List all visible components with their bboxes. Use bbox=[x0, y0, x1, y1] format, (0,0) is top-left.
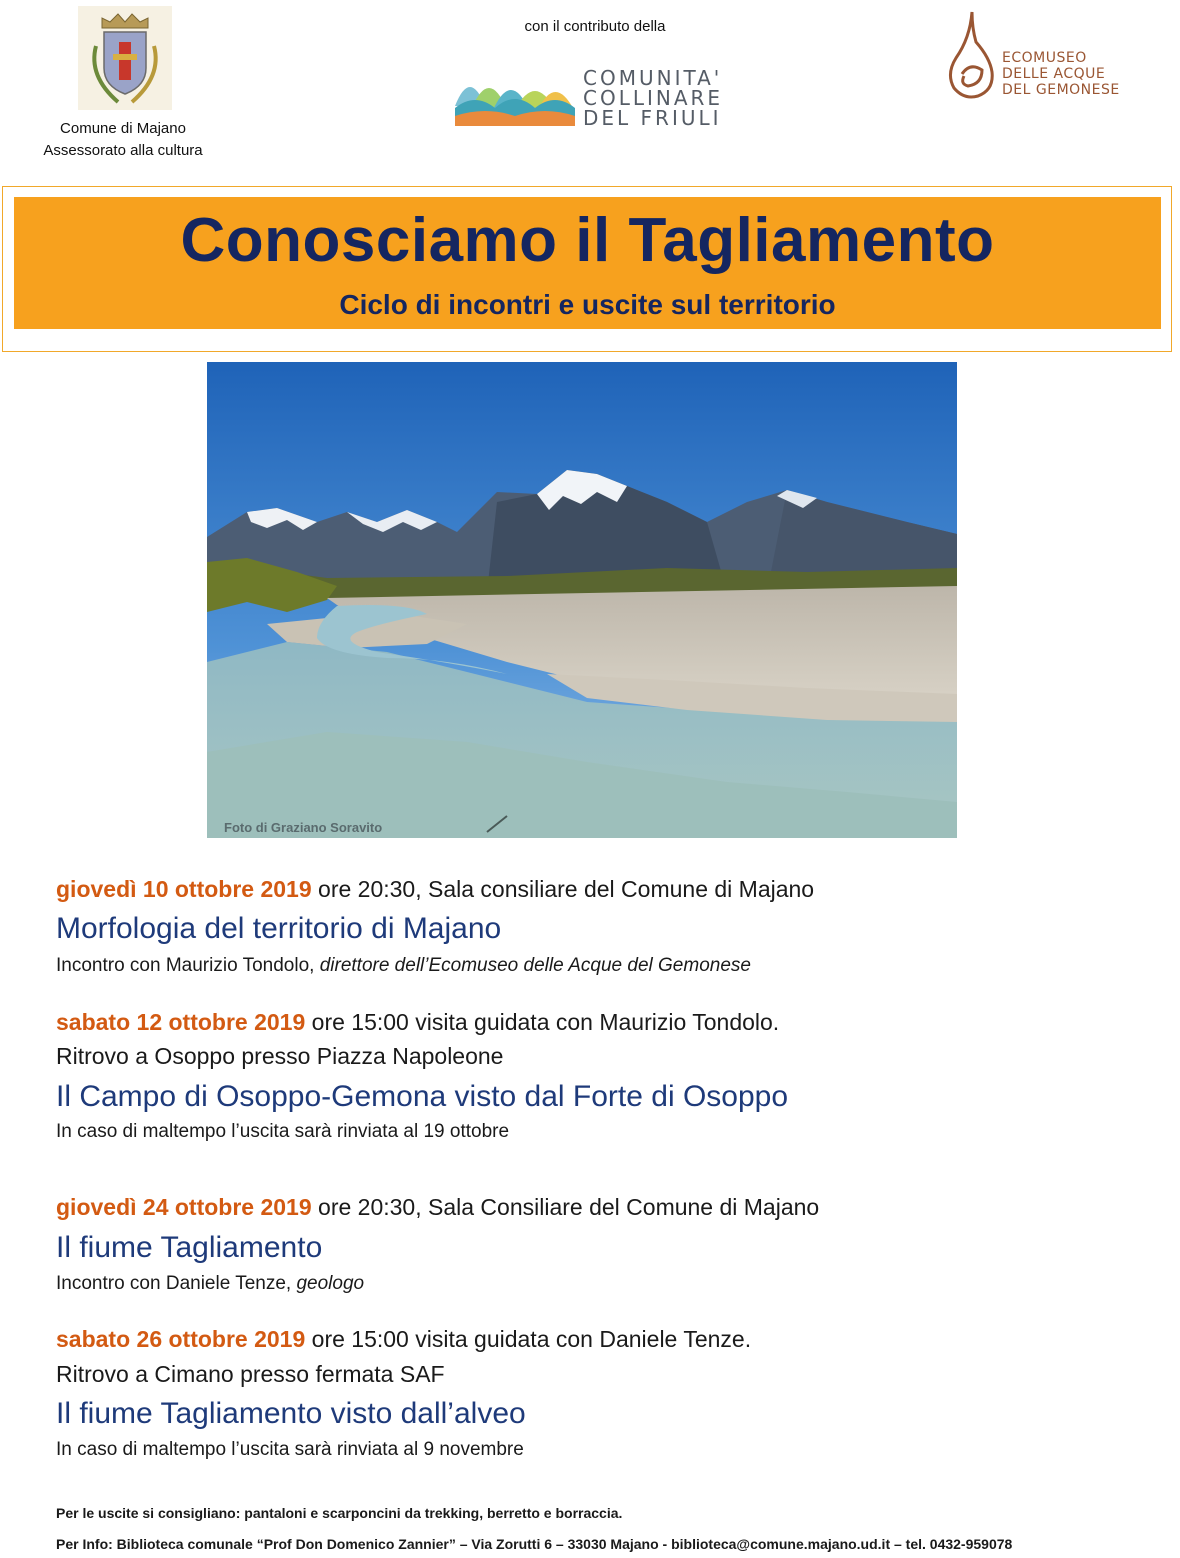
event-2-detail: ore 15:00 visita guidata con Maurizio Tondolo. bbox=[305, 1009, 780, 1035]
comunita-collinare-logo bbox=[455, 62, 755, 132]
event-4-when bbox=[56, 1326, 751, 1353]
municipality-name: Comune di Majano bbox=[60, 120, 186, 137]
event-4-detail: ore 15:00 visita guidata con Daniele Tenze. bbox=[305, 1326, 752, 1352]
contribution-label: con il contributo della bbox=[524, 18, 666, 35]
eco-line-3: DEL GEMONESE bbox=[1002, 82, 1120, 98]
ecomuseo-logo bbox=[942, 8, 1142, 104]
event-4-title: Il fiume Tagliamento visto dall’alveo bbox=[56, 1397, 526, 1430]
footer-advice: Per le uscite si consigliano: pantaloni e scarponcini da trekking, berretto e borraccia. bbox=[56, 1505, 623, 1521]
event-1-note bbox=[56, 955, 751, 977]
event-2-meeting-point: Ritrovo a Osoppo presso Piazza Napoleone bbox=[56, 1043, 504, 1069]
page-subtitle: Ciclo di incontri e uscite sul territorio bbox=[339, 289, 836, 320]
event-1-detail: ore 20:30, Sala consiliare del Comune di Majano bbox=[311, 876, 815, 902]
river-photo bbox=[207, 362, 957, 838]
event-1-speaker: Incontro con Maurizio Tondolo, bbox=[56, 955, 320, 976]
eco-line-2: DELLE ACQUE bbox=[1002, 66, 1106, 82]
department-name: Assessorato alla cultura bbox=[43, 142, 203, 159]
ccf-line-3: DEL FRIULI bbox=[583, 106, 722, 130]
event-3-date: giovedì 24 ottobre 2019 bbox=[56, 1194, 312, 1220]
event-4-note: In caso di maltempo l’uscita sarà rinviata al 9 novembre bbox=[56, 1439, 524, 1460]
event-1-when bbox=[56, 876, 814, 903]
event-1-date: giovedì 10 ottobre 2019 bbox=[56, 876, 312, 902]
event-3-title: Il fiume Tagliamento bbox=[56, 1231, 323, 1264]
water-drop-icon bbox=[942, 8, 1002, 100]
municipal-crest bbox=[78, 6, 172, 110]
event-1-speaker-role: direttore dell’Ecomuseo delle Acque del Gemonese bbox=[319, 955, 751, 976]
event-3-speaker-role: geologo bbox=[296, 1273, 365, 1294]
crest-caption bbox=[18, 118, 228, 162]
event-3-when bbox=[56, 1194, 819, 1221]
event-4-meeting-point: Ritrovo a Cimano presso fermata SAF bbox=[56, 1361, 445, 1387]
event-3-speaker: Incontro con Daniele Tenze, bbox=[56, 1273, 297, 1294]
comunita-collinare-mark bbox=[455, 62, 575, 126]
event-2-when bbox=[56, 1009, 779, 1036]
page-title: Conosciamo il Tagliamento bbox=[180, 206, 995, 275]
title-banner bbox=[14, 197, 1161, 329]
event-2-title: Il Campo di Osoppo-Gemona visto dal Forte di Osoppo bbox=[56, 1080, 789, 1113]
event-3-note bbox=[56, 1273, 364, 1295]
footer-info: Per Info: Biblioteca comunale “Prof Don Domenico Zannier” – Via Zorutti 6 – 33030 Majano - biblioteca@comune.majano.ud.it – tel. 0432-959078 bbox=[56, 1536, 1013, 1552]
event-3-detail: ore 20:30, Sala Consiliare del Comune di Majano bbox=[311, 1194, 820, 1220]
ccf-line-2: COLLINARE bbox=[583, 86, 724, 110]
event-2-date: sabato 12 ottobre 2019 bbox=[56, 1009, 306, 1035]
photo-credit: Foto di Graziano Soravito bbox=[224, 820, 383, 835]
event-4-date: sabato 26 ottobre 2019 bbox=[56, 1326, 306, 1352]
eco-line-1: ECOMUSEO bbox=[1002, 50, 1087, 66]
event-1-title: Morfologia del territorio di Majano bbox=[56, 912, 502, 945]
ccf-line-1: COMUNITA' bbox=[583, 66, 723, 90]
event-2-note: In caso di maltempo l’uscita sarà rinviata al 19 ottobre bbox=[56, 1121, 510, 1142]
